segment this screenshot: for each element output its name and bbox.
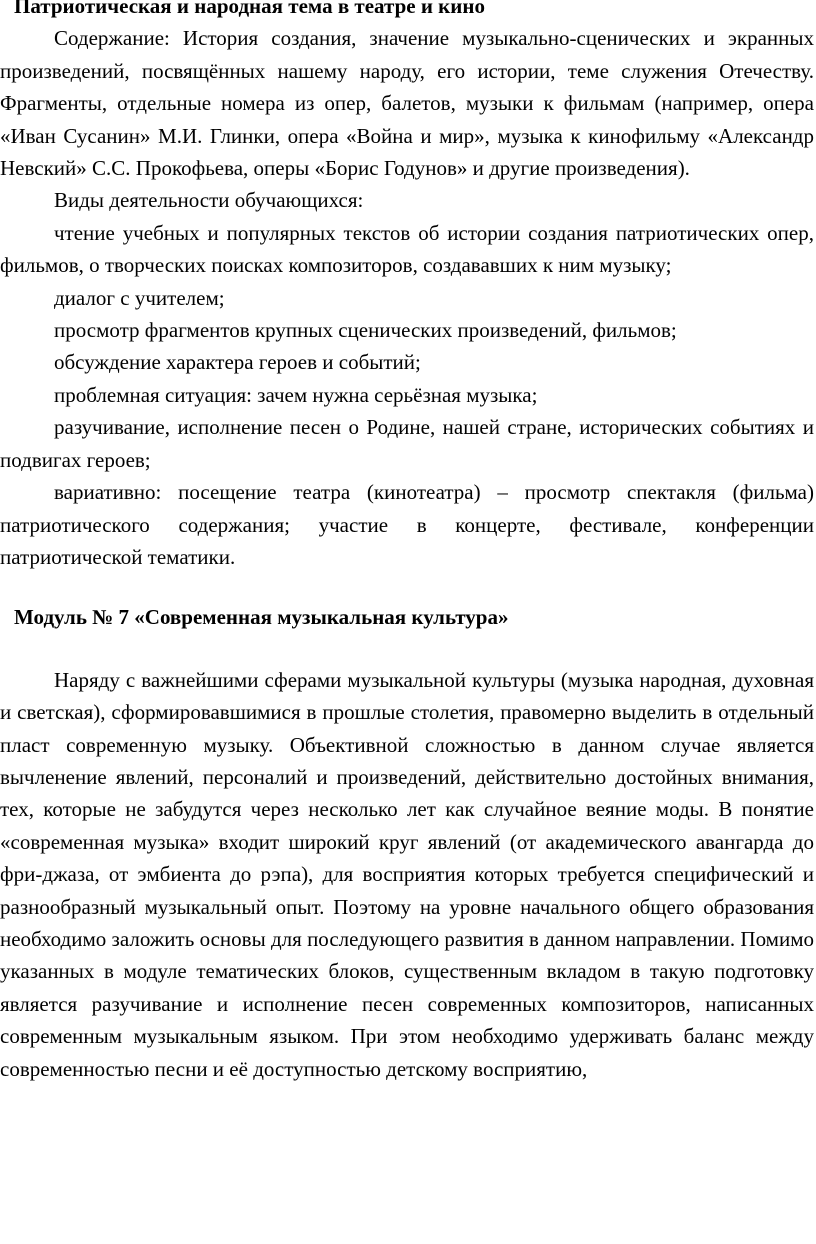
activities-heading: Виды деятельности обучающихся: (54, 188, 364, 213)
module-title: Модуль № 7 «Современная музыкальная культура» (14, 605, 509, 630)
section-spacer (0, 573, 814, 601)
activity-item: чтение учебных и популярных текстов об истории создания патриотических опер, фильмов, о творческих поисках композиторов, создававших к ним музыку; (0, 220, 814, 278)
section-spacer (0, 634, 814, 664)
section-title-patriotic-theme: Патриотическая и народная тема в театре и кино (14, 0, 485, 18)
activity-item: обсуждение характера героев и событий; (54, 350, 421, 375)
activity-item: вариативно: посещение театра (кинотеатра) – просмотр спектакля (фильма) патриотического содержания; участие в концерте, фестивале, конференции патриотической тематики. (0, 480, 814, 569)
module-body-paragraph: Наряду с важнейшими сферами музыкальной культуры (музыка народная, духовная и светская), сформировавшимися в прошлые столетия, правомерно выделить в отдельный пласт современную музыку. Объективной сложностью в данном случае является вычленение явлений, персоналий и произведений, действительно достойных внимания, тех, которые не забудутся через несколько лет как случайное веяние моды. В понятие «современная музыка» входит широкий круг явлений (от академического авангарда до фри-джаза, от эмбиента до рэпа), для восприятия которых требуется специфический и разнообразный музыкальный опыт. Поэтому на уровне начального общего образования необходимо заложить основы для последующего развития в данном направлении. Помимо указанных в модуле тематических блоков, существенным вкладом в такую подготовку является разучивание и исполнение песен современных композиторов, написанных современным музыкальным языком. При этом необходимо удерживать баланс между современностью песни и её доступностью детскому восприятию, (0, 667, 814, 1081)
content-paragraph: Содержание: История создания, значение музыкально-сценических и экранных произведений, посвящённых нашему народу, его истории, теме служения Отечеству. Фрагменты, отдельные номера из опер, балетов, музыки к фильмам (например, опера «Иван Сусанин» М.И. Глинки, опера «Война и мир», музыка к кинофильму «Александр Невский» С.С. Прокофьева, оперы «Борис Годунов» и другие произведения). (0, 26, 814, 181)
activity-item: диалог с учителем; (54, 285, 225, 310)
activity-item: просмотр фрагментов крупных сценических произведений, фильмов; (54, 318, 677, 343)
activity-item: разучивание, исполнение песен о Родине, нашей стране, исторических событиях и подвигах героев; (0, 415, 814, 472)
activity-item: проблемная ситуация: зачем нужна серьёзная музыка; (54, 382, 538, 407)
